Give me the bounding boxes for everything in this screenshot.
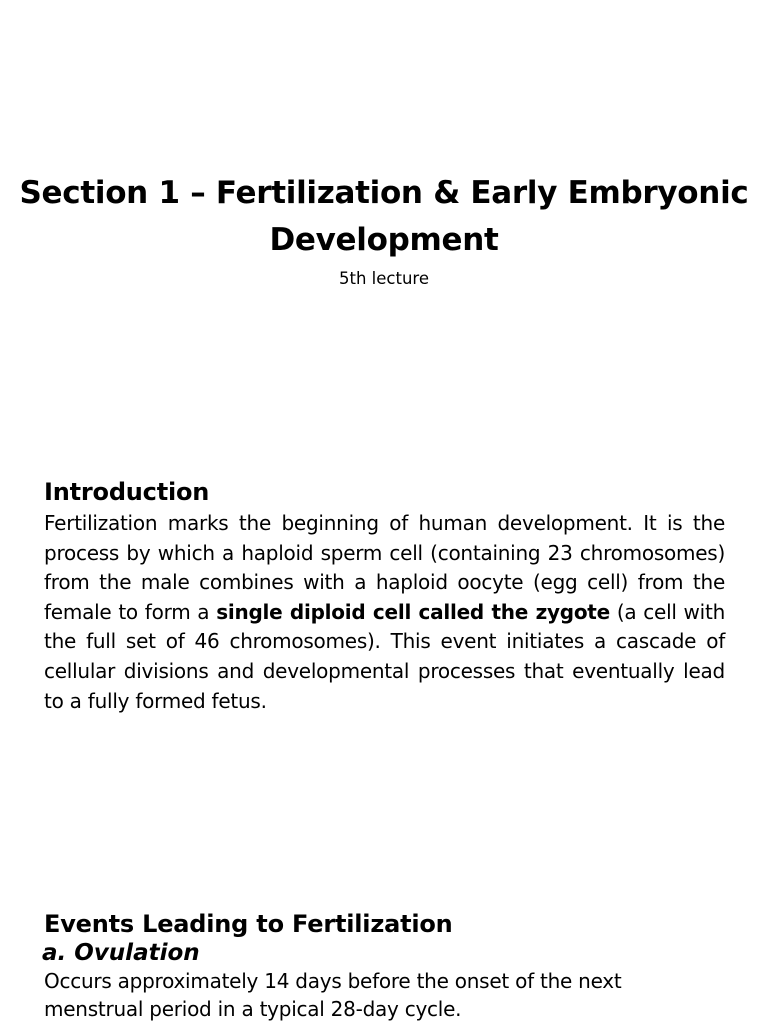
ovulation-subheading: a. Ovulation [42, 940, 200, 966]
events-section [44, 908, 725, 1023]
introduction-text-part-1: Fertilization marks the beginning of human development. It is the process by which a haploid sperm cell (containing 23 chromosomes) from the male combines with a haploid oocyte (egg cell) from the female to form a [44, 511, 725, 624]
introduction-paragraph [44, 509, 725, 716]
page-title: Section 1 – Fertilization & Early Embryonic Development [19, 175, 749, 258]
introduction-bold-text: single diploid cell called the zygote [216, 599, 610, 624]
ovulation-paragraph: Occurs approximately 14 days before the onset of the next menstrual period in a typical 28-day cycle. [44, 969, 622, 1021]
introduction-heading: Introduction [44, 478, 210, 506]
events-heading: Events Leading to Fertilization [44, 910, 453, 938]
introduction-text-part-2: (a cell with the full set of 46 chromosomes). This event initiates a cascade of cellular divisions and developmental processes that eventually lead to a fully formed fetus. [44, 599, 725, 713]
introduction-section [44, 476, 725, 716]
title-block [0, 170, 768, 290]
lecture-subtitle: 5th lecture [339, 269, 429, 288]
